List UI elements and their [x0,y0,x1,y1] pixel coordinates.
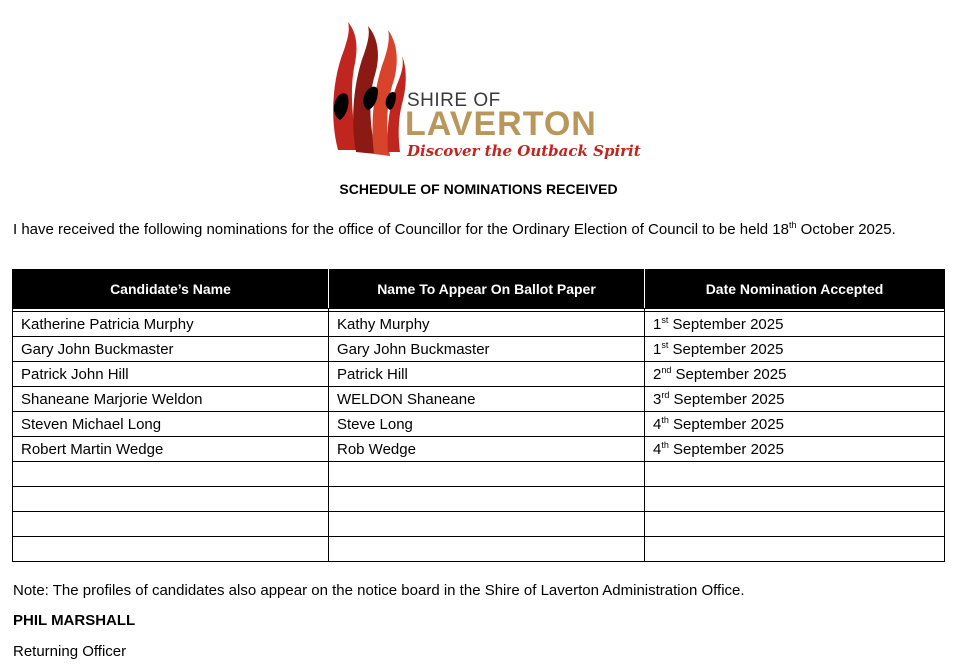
date-suffix: th [661,414,669,425]
table-row [13,312,945,337]
ballot-name-cell: Rob Wedge [329,437,645,462]
date-cell [645,412,945,437]
ballot-name-cell: Patrick Hill [329,362,645,387]
date-day: 1 [653,340,662,358]
date-rest: September 2025 [669,390,785,408]
date-suffix: th [661,439,669,450]
date-day: 4 [653,415,662,433]
empty-table-row [13,462,945,487]
intro-text-end: October 2025. [796,221,896,238]
intro-text: I have received the following nominations for the office of Councillor for the Ordinary Election of Council to be held 18 [13,221,789,238]
shire-logo [328,20,641,162]
date-rest: September 2025 [668,440,784,458]
officer-role: Returning Officer [13,643,127,660]
page-title: SCHEDULE OF NOMINATIONS RECEIVED [339,181,618,197]
date-suffix: st [661,314,669,325]
table-header-row [13,270,945,309]
date-rest: September 2025 [668,315,784,333]
date-suffix: nd [661,364,672,375]
table-row [13,437,945,462]
empty-table-row [13,512,945,537]
table-row [13,337,945,362]
ballot-name-cell: Steve Long [329,412,645,437]
header-candidate-name: Candidate’s Name [13,270,329,309]
candidate-name-cell: Patrick John Hill [13,362,329,387]
date-cell [645,312,945,337]
profiles-note: Note: The profiles of candidates also appear on the notice board in the Shire of Laverton Administration Office. [13,582,745,599]
date-day: 4 [653,440,662,458]
date-day: 3 [653,390,662,408]
date-rest: September 2025 [671,365,787,383]
candidate-name-cell: Robert Martin Wedge [13,437,329,462]
officer-name: PHIL MARSHALL [13,612,136,629]
date-cell [645,437,945,462]
date-cell [645,337,945,362]
empty-table-row [13,537,945,562]
candidate-name-cell: Gary John Buckmaster [13,337,329,362]
table-row [13,412,945,437]
date-cell [645,387,945,412]
empty-table-row [13,487,945,512]
ballot-name-cell: Gary John Buckmaster [329,337,645,362]
intro-ordinal: th [789,220,797,230]
date-rest: September 2025 [668,415,784,433]
date-day: 1 [653,315,662,333]
date-suffix: st [661,339,669,350]
table-row [13,387,945,412]
date-cell [645,362,945,387]
header-ballot-name: Name To Appear On Ballot Paper [329,270,645,309]
nominations-table [12,269,945,562]
header-date-accepted: Date Nomination Accepted [645,270,945,309]
ballot-name-cell: Kathy Murphy [329,312,645,337]
candidate-name-cell: Shaneane Marjorie Weldon [13,387,329,412]
candidate-name-cell: Steven Michael Long [13,412,329,437]
intro-paragraph [13,220,933,239]
date-day: 2 [653,365,662,383]
logo-shire-of: SHIRE OF [407,90,501,111]
flame-emblem-icon [328,20,408,162]
logo-tagline: Discover the Outback Spirit [407,142,641,160]
date-suffix: rd [661,389,670,400]
date-rest: September 2025 [668,340,784,358]
logo-laverton: LAVERTON [405,105,597,143]
candidate-name-cell: Katherine Patricia Murphy [13,312,329,337]
ballot-name-cell: WELDON Shaneane [329,387,645,412]
table-row [13,362,945,387]
